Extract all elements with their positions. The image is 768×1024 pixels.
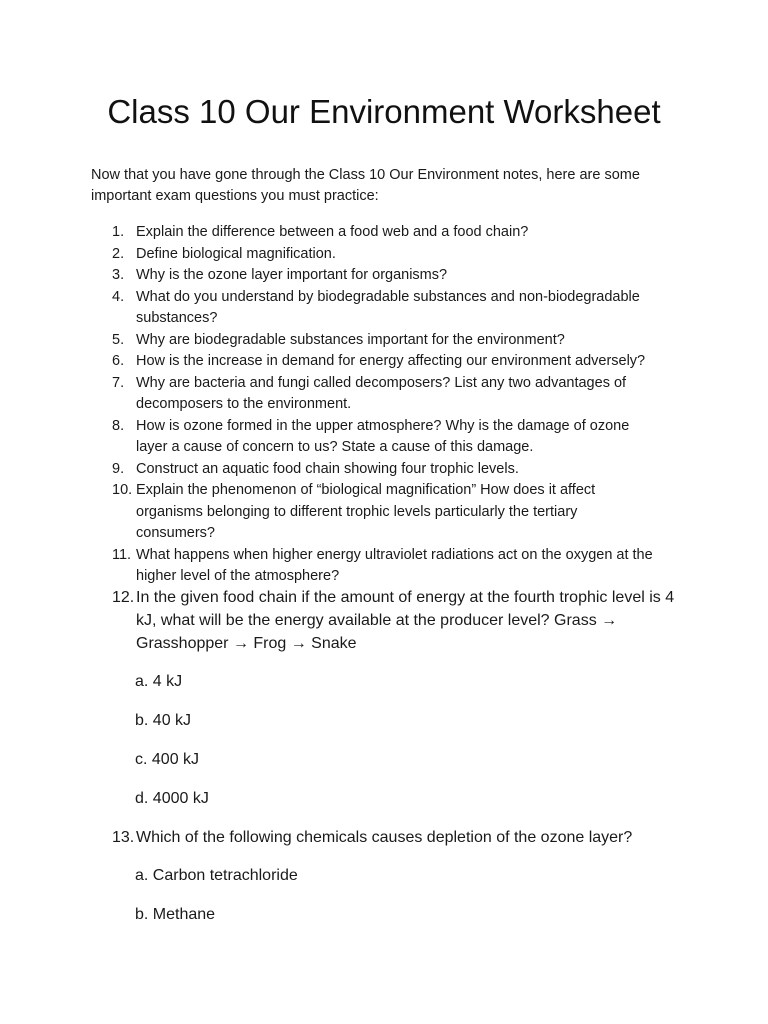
question-text: Explain the phenomenon of “biological magnification” How does it affect organisms belonging to different trophic levels particularly the tertiary consumers? bbox=[136, 482, 596, 541]
question-7 bbox=[112, 373, 660, 416]
question-text: Why is the ozone layer important for organisms? bbox=[136, 267, 448, 283]
question-text: Define biological magnification. bbox=[136, 245, 336, 262]
question-number: 3. bbox=[112, 267, 125, 283]
q12-option-a: a. 4 kJ bbox=[135, 673, 183, 690]
question-number: 11. bbox=[112, 546, 132, 563]
q12-option-d: d. 4000 kJ bbox=[135, 790, 209, 807]
question-number: 6. bbox=[112, 353, 125, 369]
question-text: Construct an aquatic food chain showing four trophic levels. bbox=[136, 460, 519, 477]
question-text: Why are bacteria and fungi called decomposers? List any two advantages of decomposers to the environment. bbox=[136, 374, 627, 412]
question-4 bbox=[112, 287, 672, 330]
question-text: Why are biodegradable substances important for the environment? bbox=[136, 331, 565, 348]
question-10 bbox=[112, 480, 647, 545]
question-text: How is the increase in demand for energy affecting our environment adversely? bbox=[136, 353, 646, 369]
question-number: 5. bbox=[112, 331, 125, 348]
question-number: 4. bbox=[112, 288, 125, 305]
question-number: 10. bbox=[112, 482, 133, 498]
question-number: 13. bbox=[112, 829, 135, 846]
question-5 bbox=[112, 330, 692, 352]
question-11 bbox=[112, 545, 682, 588]
question-8 bbox=[112, 416, 660, 459]
page-title: Class 10 Our Environment Worksheet bbox=[107, 93, 661, 130]
question-text: How is ozone formed in the upper atmosphere? Why is the damage of ozone layer a cause of concern to us? State a cause of this damage. bbox=[136, 417, 630, 455]
question-12 bbox=[112, 586, 687, 655]
question-number: 12. bbox=[112, 589, 135, 606]
question-text: What happens when higher energy ultraviolet radiations act on the oxygen at the higher level of the atmosphere? bbox=[136, 546, 653, 584]
q13-option-b: b. Methane bbox=[135, 906, 216, 923]
intro-paragraph: Now that you have gone through the Class 10 Our Environment notes, here are some important exam questions you must practice: bbox=[91, 167, 640, 204]
question-text: What do you understand by biodegradable substances and non-biodegradable substances? bbox=[136, 288, 640, 326]
question-number: 2. bbox=[112, 245, 125, 262]
question-9 bbox=[112, 459, 692, 481]
q13-option-a: a. Carbon tetrachloride bbox=[135, 867, 298, 884]
question-text: Explain the difference between a food web and a food chain? bbox=[136, 224, 529, 240]
question-13 bbox=[112, 826, 692, 849]
question-number: 9. bbox=[112, 460, 125, 477]
q12-option-c: c. 400 kJ bbox=[135, 751, 200, 768]
q12-option-b: b. 40 kJ bbox=[135, 712, 192, 729]
question-number: 7. bbox=[112, 374, 125, 391]
question-number: 1. bbox=[112, 224, 125, 240]
question-text: Which of the following chemicals causes depletion of the ozone layer? bbox=[136, 829, 633, 846]
question-2 bbox=[112, 244, 692, 266]
question-6 bbox=[112, 351, 687, 373]
question-number: 8. bbox=[112, 417, 125, 434]
question-text: In the given food chain if the amount of energy at the fourth trophic level is 4 kJ, what will be the energy available at the producer level? Grass → Grasshopper → Frog → Snake bbox=[136, 589, 675, 652]
question-1 bbox=[112, 222, 692, 244]
question-3 bbox=[112, 265, 692, 287]
